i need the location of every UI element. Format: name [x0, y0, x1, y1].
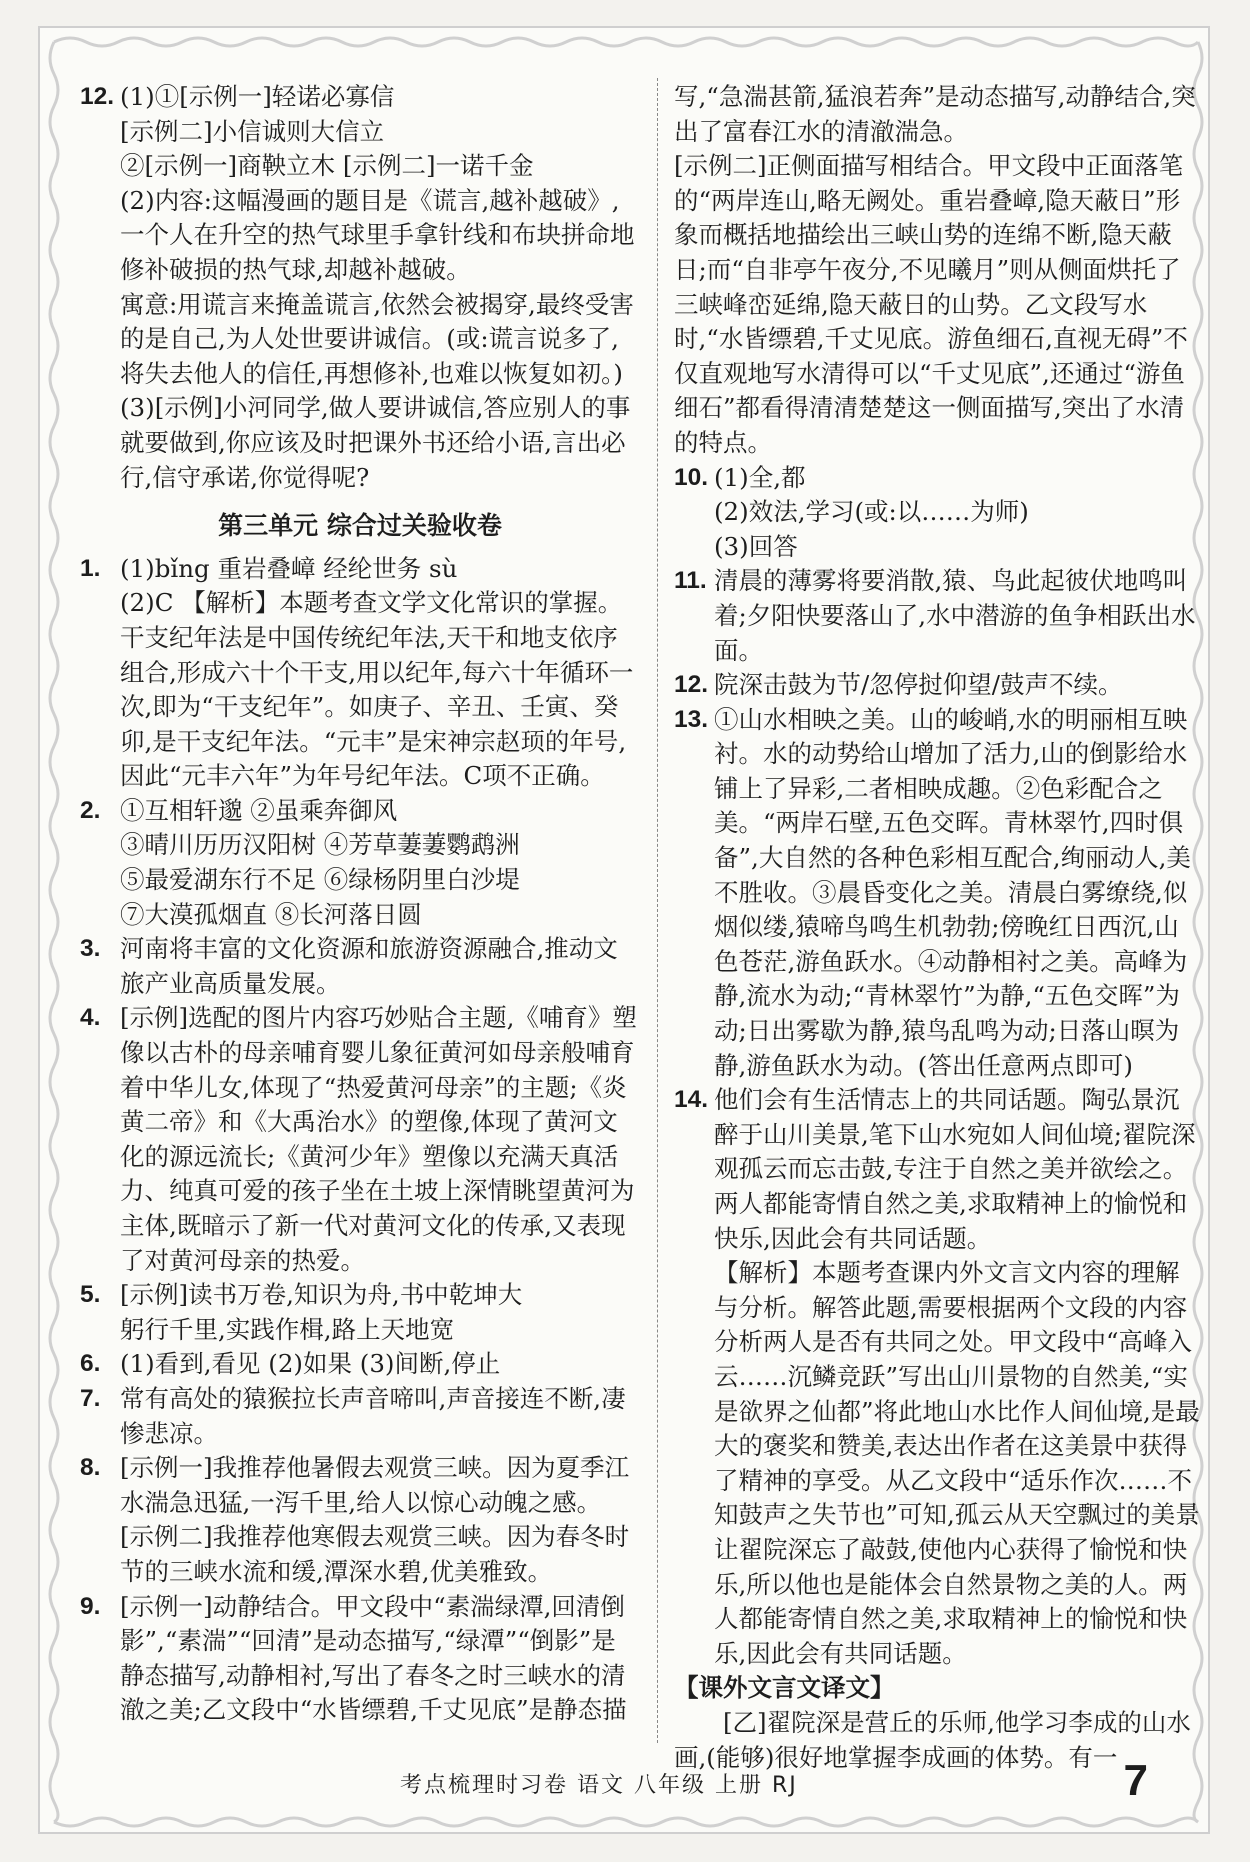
answer-line: [示例二]小信诚则大信立 [120, 116, 385, 146]
answer-line: (1)全,都 [714, 462, 806, 492]
section-title: 第三单元 综合过关验收卷 [218, 511, 502, 541]
column-divider [657, 78, 658, 1743]
answer-item-6 [80, 1347, 640, 1382]
answer-line: [示例二]我推荐他寒假去观赏三峡。因为春冬时节的三峡水流和缓,潭深水碧,优美雅致。 [120, 1522, 630, 1586]
footer-text: 考点梳理时习卷 语文 八年级 上册 RJ [400, 1773, 798, 1798]
answer-line: 院深击鼓为节/忽停挝仰望/鼓声不续。 [714, 670, 1123, 700]
answer-item-3 [80, 932, 640, 1001]
answer-item-5 [80, 1278, 640, 1347]
item-number: 6. [80, 1350, 101, 1378]
translation-title: 【课外文言文译文】 [674, 1673, 895, 1703]
answer-line: 清晨的薄雾将要消散,猿、鸟此起彼伏地鸣叫着;夕阳快要落山了,水中潜游的鱼争相跃出水面。 [714, 566, 1196, 665]
answer-line: [示例]选配的图片内容巧妙贴合主题,《哺育》塑像以古朴的母亲哺育婴儿象征黄河如母亲般哺育着中华儿女,体现了“热爱黄河母亲”的主题;《炎黄二帝》和《大禹治水》的塑像,体现了黄河文化的源远流长;《黄河少年》塑像以充满天真活力、纯真可爱的孩子坐在土坡上深情眺望黄河为主体,既暗示了新一代对黄河文化的传承,又表现了对黄河母亲的热爱。 [120, 1003, 637, 1275]
answer-line: ⑦大漠孤烟直 ⑧长河落日圆 [120, 899, 422, 929]
item-number: 12. [674, 671, 709, 699]
answer-item-12b [674, 668, 1202, 703]
item-number: 8. [80, 1454, 101, 1482]
answer-item-10 [674, 461, 1202, 565]
answer-line: (2)内容:这幅漫画的题目是《谎言,越补越破》,一个人在升空的热气球里手拿针线和布块拼命地修补破损的热气球,却越补越破。 [120, 185, 635, 284]
answer-item-8 [80, 1451, 640, 1589]
answer-line: ③晴川历历汉阳树 ④芳草萋萋鹦鹉洲 [120, 830, 520, 860]
page-number: 7 [1123, 1756, 1148, 1805]
answer-line: 寓意:用谎言来掩盖谎言,依然会被揭穿,最终受害的是自己,为人处世要讲诚信。(或:谎言说多了,将失去他人的信任,再想修补,也难以恢复如初。) [120, 289, 634, 388]
answer-item-14 [674, 1083, 1202, 1671]
translation-text: [乙]翟院深是营丘的乐师,他学习李成的山水画,(能够)很好地掌握李成画的体势。有一 [674, 1707, 1191, 1772]
item-number: 2. [80, 796, 101, 824]
answer-line: [示例一]我推荐他暑假去观赏三峡。因为夏季江水湍急迅猛,一泻千里,给人以惊心动魄之感。 [120, 1453, 630, 1517]
item-number: 13. [674, 705, 709, 733]
answer-line: (2)效法,学习(或:以……为师) [714, 497, 1029, 527]
answer-line: ①互相轩邈 ②虽乘奔御风 [120, 795, 398, 825]
item-number: 5. [80, 1281, 101, 1309]
item-number: 11. [674, 567, 707, 595]
answer-line: (1)①[示例一]轻诺必寡信 [120, 82, 395, 111]
page [38, 26, 1210, 1834]
item-number: 3. [80, 935, 101, 963]
answer-line: [示例]读书万卷,知识为舟,书中乾坤大 [120, 1280, 523, 1310]
answer-line: (2)C 【解析】本题考查文学文化常识的掌握。干支纪年法是中国传统纪年法,天干和地支依序组合,形成六十个干支,用以纪年,每六十年循环一次,即为“干支纪年”。如庚子、辛丑、壬寅、癸卯,是干支纪年法。“元丰”是宋神宗赵顼的年号,因此“元丰六年”为年号纪年法。C项不正确。 [120, 588, 634, 791]
answer-line: 常有高处的猿猴拉长声音啼叫,声音接连不断,凄惨悲凉。 [120, 1383, 626, 1448]
answer-item-11 [674, 564, 1202, 668]
answer-item-13 [674, 703, 1202, 1084]
item-number: 4. [80, 1004, 101, 1032]
answer-line: 他们会有生活情志上的共同话题。陶弘景沉醉于山川美景,笔下山水宛如人间仙境;翟院深观孤云而忘击鼓,专注于自然之美并欲绘之。两人都能寄情自然之美,求取精神上的愉悦和快乐,因此会有共同话题。 [714, 1085, 1196, 1253]
item-number: 10. [674, 463, 709, 491]
item-number: 9. [80, 1592, 101, 1620]
answer-item-12 [80, 80, 640, 495]
answer-line: 河南将丰富的文化资源和旅游资源融合,推动文旅产业高质量发展。 [120, 934, 618, 998]
answer-line: [示例二]正侧面描写相结合。甲文段中正面落笔的“两岸连山,略无阙处。重岩叠嶂,隐天蔽日”形象而概括地描绘出三峡山势的连绵不断,隐天蔽日;而“自非亭午夜分,不见曦月”则从侧面烘托了三峡峰峦延绵,隐天蔽日的山势。乙文段写水时,“水皆缥碧,千丈见底。游鱼细石,直视无碍”不仅直观地写水清得可以“千丈见底”,还通过“游鱼细石”都看得清清楚楚这一侧面描写,突出了水清的特点。 [674, 151, 1188, 457]
answer-item-7 [80, 1382, 640, 1451]
answer-line: ⑤最爱湖东行不足 ⑥绿杨阴里白沙堤 [120, 865, 520, 895]
analysis-line: 【解析】本题考查课内外文言文内容的理解与分析。解答此题,需要根据两个文段的内容分析两人是否有共同之处。甲文段中“高峰入云……沉鳞竞跃”写出山川景物的自然美,“实是欲界之仙都”将此地山水比作人间仙境,是最大的褒奖和赞美,表达出作者在这美景中获得了精神的享受。从乙文段中“适乐作次……不知鼓声之失节也”可知,孤云从天空飘过的美景让翟院深忘了敲鼓,使他内心获得了愉悦和快乐,所以他也是能体会自然景物之美的人。两人都能寄情自然之美,求取精神上的愉悦和快乐,因此会有共同话题。 [714, 1258, 1200, 1668]
answer-line: (1)bǐng 重岩叠嶂 经纶世务 sù [120, 553, 458, 583]
left-column [80, 80, 640, 1728]
answer-item-9 [80, 1590, 640, 1728]
answer-line: 躬行千里,实践作楫,路上天地宽 [120, 1314, 455, 1344]
answer-line: (3)[示例]小河同学,做人要讲诚信,答应别人的事就要做到,你应该及时把课外书还给小语,言出必行,信守承诺,你觉得呢? [120, 393, 631, 492]
right-column [674, 80, 1202, 1775]
answer-line: ①山水相映之美。山的峻峭,水的明丽相互映衬。水的动势给山增加了活力,山的倒影给水铺上了异彩,二者相映成趣。②色彩配合之美。“两岸石壁,五色交晖。青林翠竹,四时俱备”,大自然的各种色彩相互配合,绚丽动人,美不胜收。③晨昏变化之美。清晨白雾缭绕,似烟似缕,猿啼鸟鸣生机勃勃;傍晚红日西沉,山色苍茫,游鱼跃水。④动静相衬之美。高峰为静,流水为动;“青林翠竹”为静,“五色交晖”为动;日出雾歇为静,猿鸟乱鸣为动;日落山暝为静,游鱼跃水为动。(答出任意两点即可) [714, 704, 1191, 1080]
item-number: 1. [80, 554, 101, 582]
item-number: 14. [674, 1086, 709, 1114]
item-number: 12. [80, 83, 115, 110]
answer-line: ②[示例一]商鞅立木 [示例二]一诺千金 [120, 151, 534, 181]
answer-line: [示例一]动静结合。甲文段中“素湍绿潭,回清倒影”,“素湍”“回清”是动态描写,“绿潭”“倒影”是静态描写,动静相衬,写出了春冬之时三峡水的清澈之美;乙文段中“水皆缥碧,千丈见底”是静态描 [120, 1591, 627, 1725]
item-number: 7. [80, 1384, 101, 1412]
answer-item-1 [80, 552, 640, 794]
answer-line: (1)看到,看见 (2)如果 (3)间断,停止 [120, 1349, 501, 1379]
answer-item-2 [80, 794, 640, 932]
answer-line: 写,“急湍甚箭,猛浪若奔”是动态描写,动静结合,突出了富春江水的清澈湍急。 [674, 82, 1196, 146]
answer-line: (3)回答 [714, 531, 798, 561]
page-footer [40, 1758, 1208, 1818]
answer-item-4 [80, 1001, 640, 1278]
